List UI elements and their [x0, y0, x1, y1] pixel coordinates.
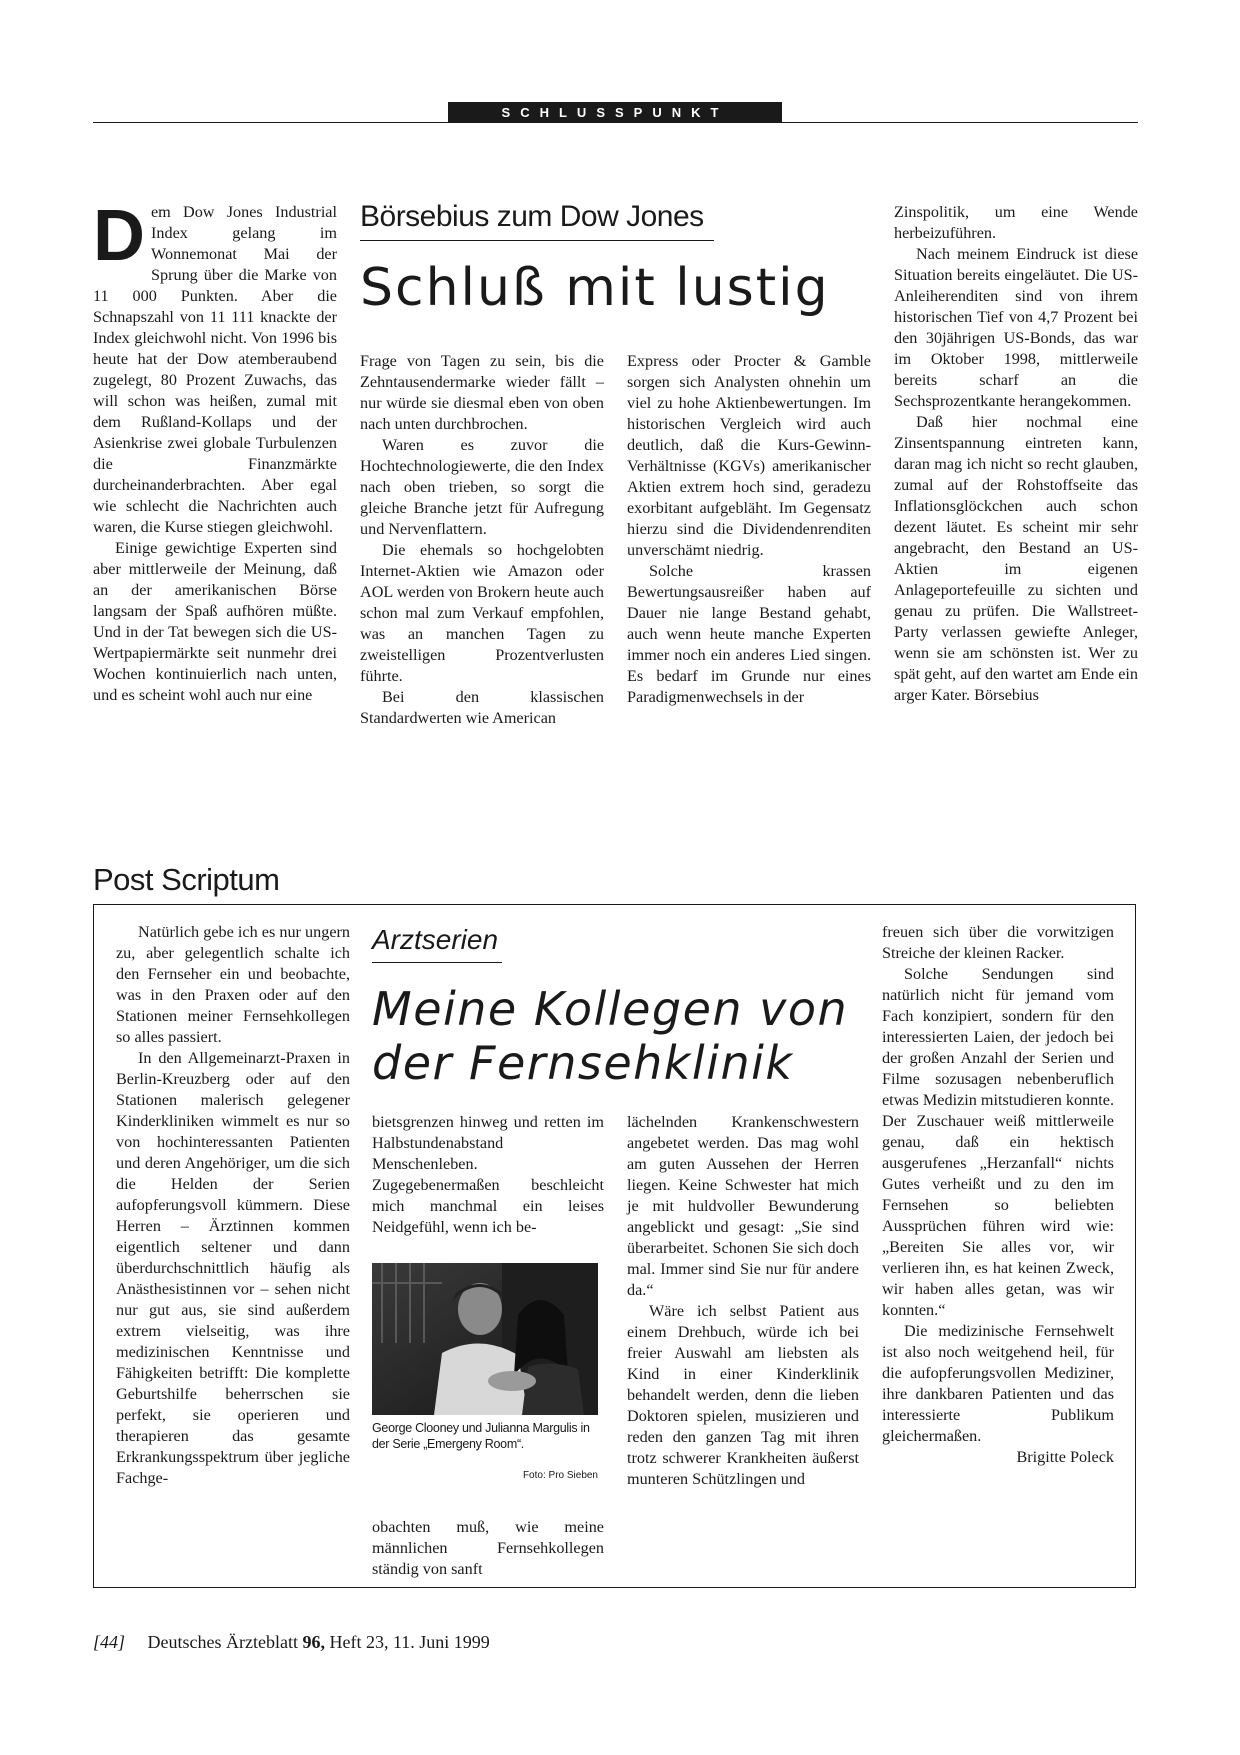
section-label: SCHLUSSPUNKT	[448, 102, 782, 123]
postscriptum-column-1	[116, 922, 350, 1489]
article-column-3	[627, 351, 871, 708]
photo-credit: Foto: Pro Sieben	[522, 1470, 598, 1481]
postscriptum-column-2-top	[372, 1112, 604, 1238]
article-paragraph: Die ehemals so hochgelobten Internet-Aktien wie Amazon oder AOL werden von Brokern heute auch schon mal zum Verkauf empfohlen, was an manchen Tagen zu zweistelligen Prozentverlusten führte.	[360, 541, 604, 685]
journal-volume: 96,	[302, 1632, 325, 1652]
article-paragraph: In den Allgemeinarzt-Praxen in Berlin-Kreuzberg oder auf den Stationen malerisch gelegener Kinderkliniken wimmelt es nur so von hochinteressanten Patienten und deren Angehöriger, um die sich die Helden der Serien aufopferungsvoll kümmern. Diese Herren – Ärztinnen kommen eigentlich seltener und dann überdurchschnittlich häufig als Anästhesistinnen vor – sehen nicht nur gut aus, sie sind außerdem extrem vielseitig, was ihre medizinischen Kenntnisse und Fähigkeiten betrifft: Die komplette Geburtshilfe beherrschen sie perfekt, sie operieren und therapieren das gesamte Erkrankungsspektrum über jegliche Fachge-	[116, 1049, 350, 1487]
article-paragraph: Express oder Procter & Gamble sorgen sich Analysten ohnehin um viel zu hohe Aktienbewertungen. Im historischen Vergleich wird auch deutlich, daß die Kurs-Gewinn-Verhältnisse (KGVs) amerikanischer Aktien extrem hoch sind, geradezu exorbitant aufgebläht. Im Gegensatz hierzu sind die Dividendenrenditen unverschämt niedrig.	[627, 352, 871, 559]
article-paragraph: Bei den klassischen Standardwerten wie American	[360, 688, 604, 727]
article-paragraph: Natürlich gebe ich es nur ungern zu, aber gelegentlich schalte ich den Fernseher ein und beobachte, was in den Praxen oder auf den Stationen meiner Fernsehkollegen so alles passiert.	[116, 923, 350, 1046]
article-column-2	[360, 351, 604, 729]
article-paragraph: lächelnden Krankenschwestern angebetet werden. Das mag wohl am guten Aussehen der Herren liegen. Keine Schwester hat mich je mit huldvoller Bewunderung angeblickt und gesagt: „Sie sind überarbeitet. Schonen Sie sich doch mal. Immer sind Sie nur für andere da.“	[627, 1113, 859, 1299]
article-paragraph: Zinspolitik, um eine Wende herbeizuführen.	[894, 203, 1138, 242]
article-headline: Schluß mit lustig	[360, 258, 830, 318]
postscriptum-kicker: Arztserien	[372, 924, 499, 955]
article-paragraph: Dem Dow Jones Industrial Index gelang im Wonnemonat Mai der Sprung über die Marke von 11 000 Punkten. Aber die Schnapszahl von 11 111 knackte der Index gleichwohl nicht. Von 1996 bis heute hat der Dow atemberaubend zugelegt, 80 Prozent Zuwachs, das will schon was heißen, zumal mit dem Rußland-Kollaps und der Asienkrise zwei globale Turbulenzen die Finanzmärkte durcheinanderbrachten. Aber egal wie schlecht die Nachrichten auch waren, die Kurse stiegen gleichwohl.	[93, 196, 337, 536]
postscriptum-title: Post Scriptum	[93, 862, 280, 897]
article-paragraph: Solche krassen Bewertungsausreißer haben auf Dauer nie lange Bestand gehabt, auch wenn heute manche Experten immer noch ein anderes Lied singen. Es bedarf im Grunde nur eines Paradigmenwechsels in der	[627, 562, 871, 706]
article-paragraph: freuen sich über die vorwitzigen Streiche der kleinen Racker.	[882, 923, 1114, 962]
tv-still-photo	[372, 1263, 598, 1415]
article-paragraph: Frage von Tagen zu sein, bis die Zehntausendermarke wieder fällt – nur würde sie diesmal eben von oben nach unten durchbrochen.	[360, 352, 604, 433]
article-paragraph: Die medizinische Fernsehwelt ist also noch weitgehend heil, für die aufopferungsvollen Mediziner, ihre dankbaren Patienten und das interessierte Publikum gleichermaßen.	[882, 1322, 1114, 1445]
article-kicker: Börsebius zum Dow Jones	[360, 200, 704, 233]
postscriptum-column-3	[627, 1112, 859, 1490]
page-number: [44]	[93, 1632, 126, 1652]
kicker-rule	[360, 240, 714, 241]
journal-issue: Heft 23, 11. Juni 1999	[329, 1632, 490, 1652]
author-signature: Brigitte Poleck	[1016, 1448, 1114, 1466]
postscriptum-column-2-bottom	[372, 1517, 604, 1580]
kicker-rule	[372, 962, 502, 963]
article-paragraph: obachten muß, wie meine männlichen Fernsehkollegen ständig von sanft	[372, 1518, 604, 1578]
article-paragraph: Daß hier nochmal eine Zinsentspannung eintreten kann, daran mag ich nicht so recht glauben, zumal auf der Rohstoffseite das Inflationsglöckchen auch schon dezent läutet. Es scheint mir sehr angebracht, den Bestand an US-Aktien im eigenen Anlageportefeuille zu sichten und genau zu prüfen. Die Wallstreet-Party verlassen gewiefte Anleger, wenn sie am schönsten ist. Wer zu spät geht, auf den wartet am Ende ein arger Kater. Börsebius	[894, 413, 1138, 704]
article-paragraph: bietsgrenzen hinweg und retten im Halbstundenabstand Menschenleben. Zugegebenermaßen beschleicht mich manchmal ein leises Neidgefühl, wenn ich be-	[372, 1113, 604, 1236]
postscriptum-column-4	[882, 922, 1114, 1468]
article-column-1	[93, 196, 337, 706]
article-paragraph: Waren es zuvor die Hochtechnologiewerte, die den Index nach oben trieben, so sorgt die gleiche Branche jetzt für Aufregung und Nervenflattern.	[360, 436, 604, 538]
page-footer	[93, 1632, 490, 1653]
photo-caption: George Clooney und Julianna Margulis in der Serie „Emergeny Room“.	[372, 1421, 590, 1451]
article-paragraph: Solche Sendungen sind natürlich nicht für jemand vom Fach konzipiert, sondern für den interessierten Laien, der jedoch bei der großen Anzahl der Serien und Filme sozusagen nebenberuflich etwas Medizin mitstudieren konnte. Der Zuschauer weiß mittlerweile genau, daß ein hektisch ausgerufenes „Herzanfall“ nichts Gutes verheißt und zu den im Fernsehen so beliebten Aussprüchen führen wird wie: „Bereiten Sie alles vor, wir verlieren ihn, es hat keinen Zweck, wir haben alles getan, was wir konnten.“	[882, 965, 1114, 1319]
article-paragraph: Einige gewichtige Experten sind aber mittlerweile der Meinung, daß an der amerikanischen Börse langsam der Spaß aufhören müßte. Und in der Tat bewegen sich die US-Wertpapiermärkte seit nunmehr drei Wochen kontinuierlich nach unten, und es scheint wohl auch nur eine	[93, 539, 337, 704]
drop-cap: D	[93, 196, 145, 276]
postscriptum-headline: Meine Kollegen von der Fernsehklinik	[372, 982, 849, 1090]
article-paragraph: Nach meinem Eindruck ist diese Situation bereits eingeläutet. Die US-Anleiherenditen sind von ihrem historischen Tief von 4,7 Prozent bei den 30jährigen US-Bonds, das war im Oktober 1998, mittlerweile bereits scharf an die Sechsprozentkante herangekommen.	[894, 245, 1138, 410]
article-paragraph: Wäre ich selbst Patient aus einem Drehbuch, würde ich bei freier Auswahl am liebsten als Kind in einer Kinderklinik behandelt werden, denn die lieben Doktoren spielen, musizieren und reden den ganzen Tag mit ihren trotz schwerer Krankheiten äußerst munteren Schützlingen und	[627, 1302, 859, 1488]
journal-name: Deutsches Ärzteblatt	[147, 1632, 298, 1652]
article-column-4	[894, 202, 1138, 706]
